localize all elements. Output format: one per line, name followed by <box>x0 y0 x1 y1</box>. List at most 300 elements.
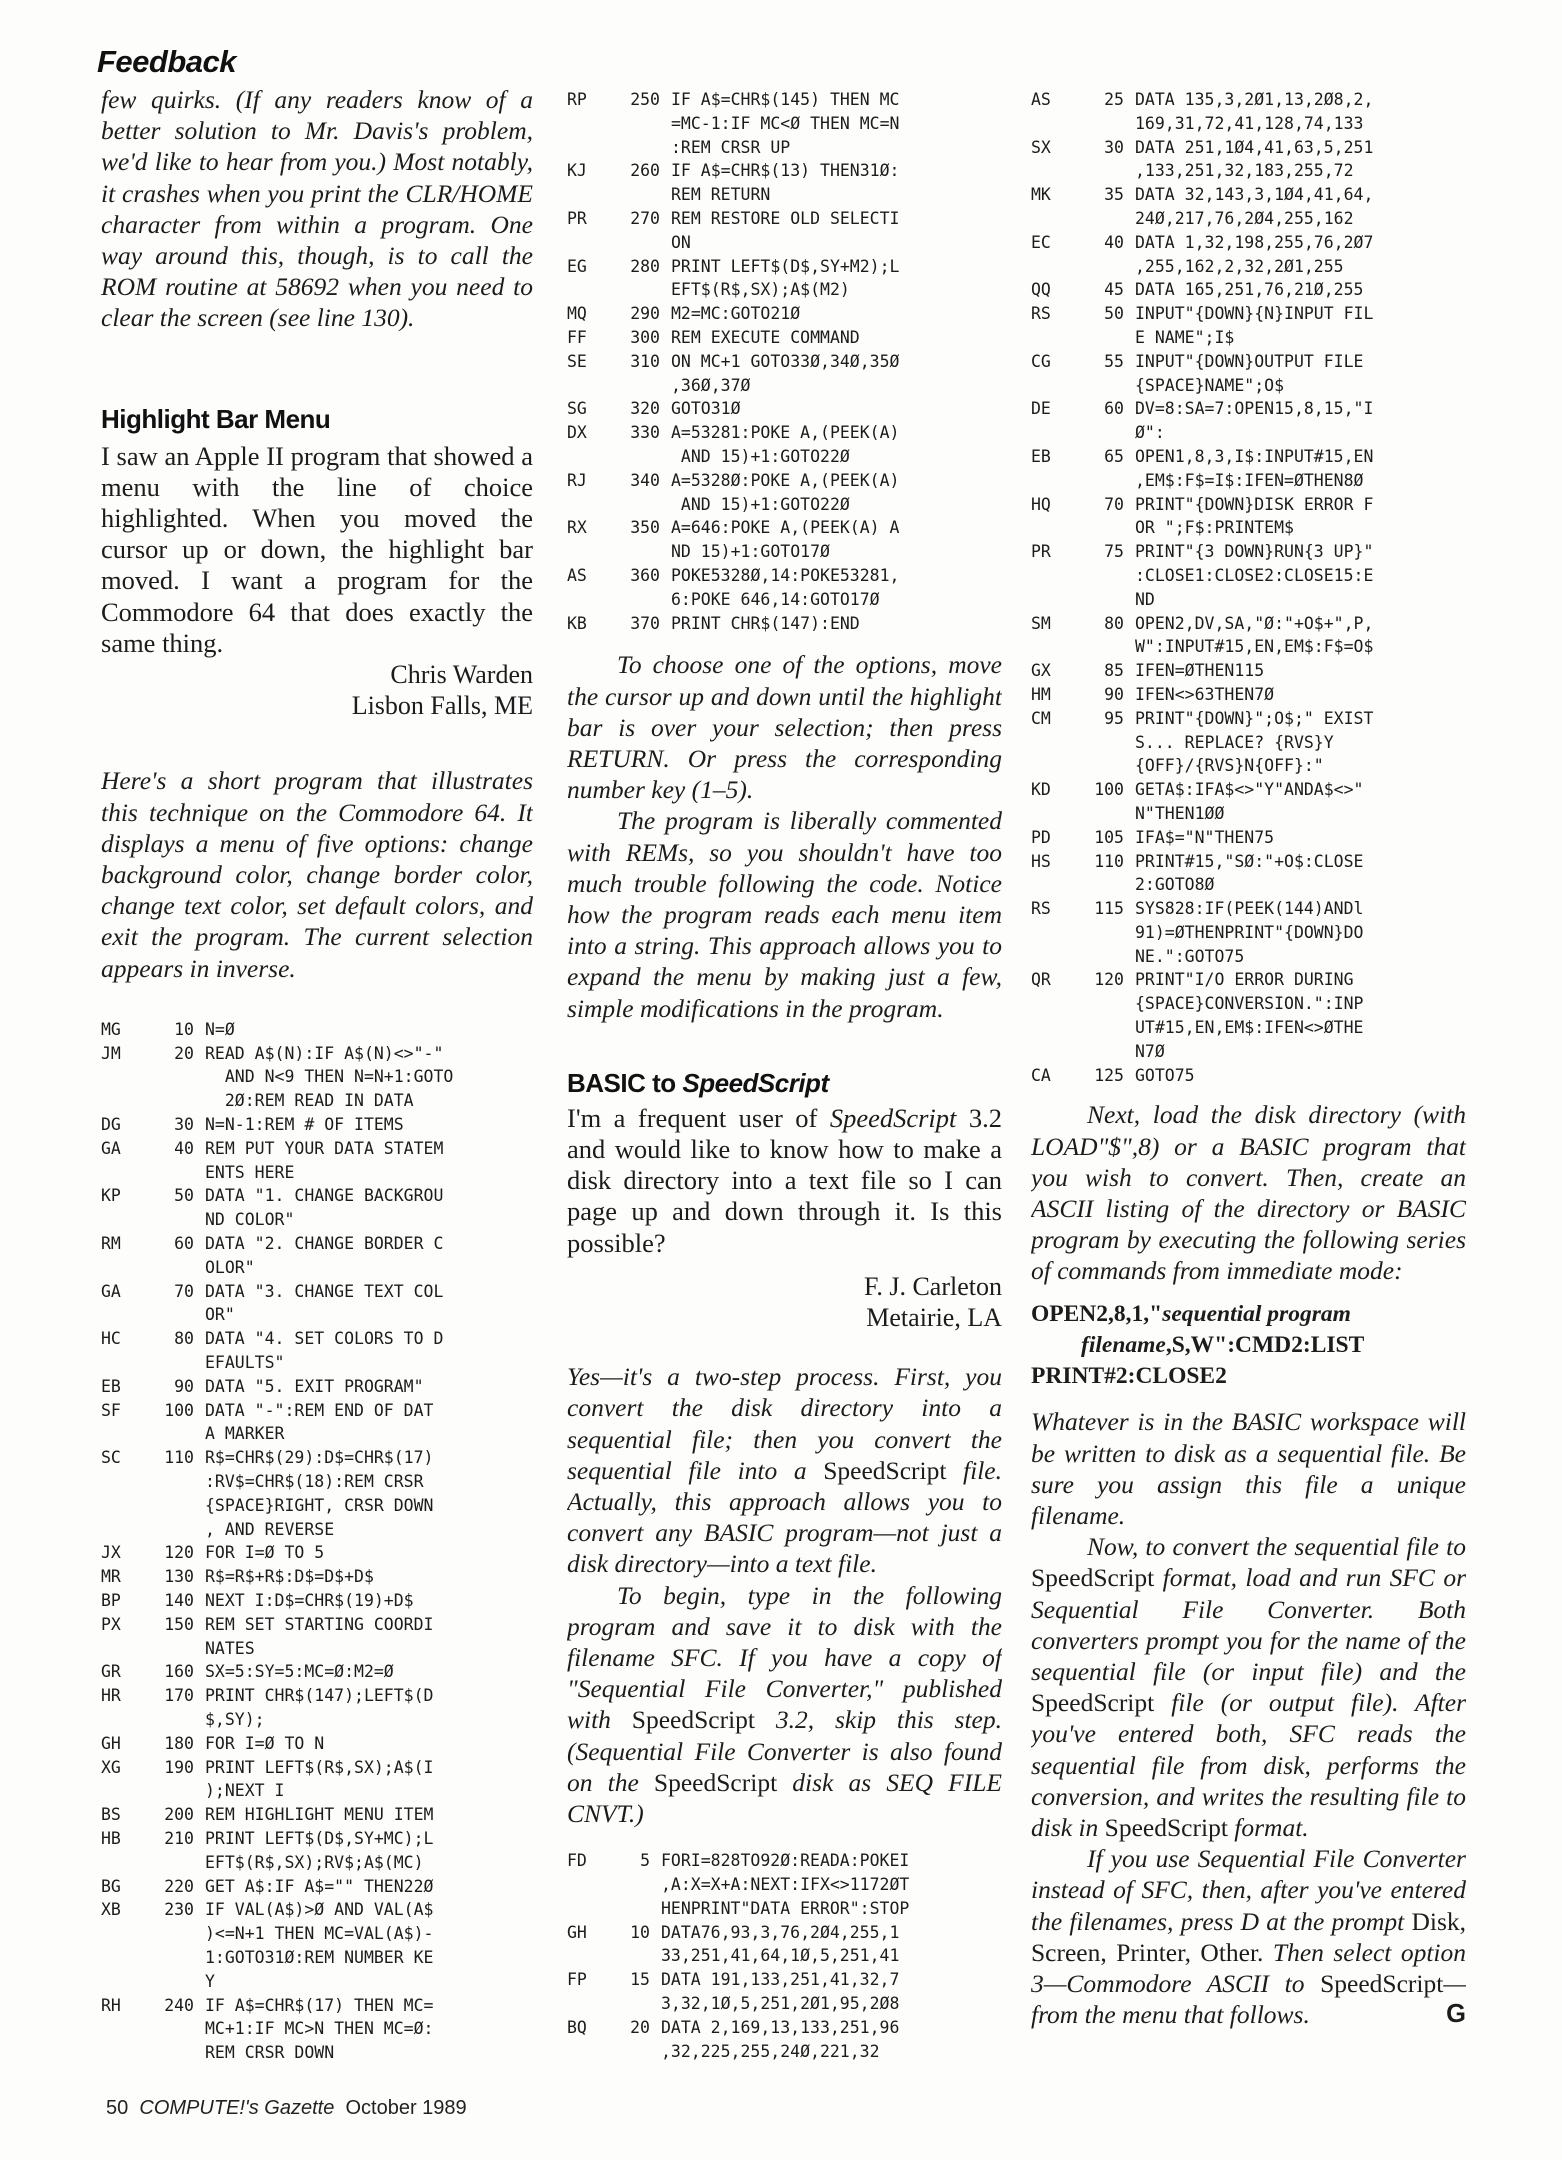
code-line <box>101 1280 533 1304</box>
line-number: 240 <box>164 1995 194 2015</box>
code-line <box>101 1518 533 1542</box>
code-line <box>1031 493 1466 517</box>
code-text: REM PUT YOUR DATA STATEM <box>205 1138 444 1158</box>
code-text: PRINT LEFT$(D$,SY+M2);L <box>671 256 900 276</box>
code-line <box>1031 612 1466 636</box>
checksum: DE <box>1031 399 1051 419</box>
checksum: GH <box>101 1733 121 1753</box>
code-text: FOR I=Ø TO N <box>205 1733 325 1753</box>
line-number: 140 <box>164 1591 194 1610</box>
answer-text: Yes—it's a two-step process. First, you convert the disk directory into a sequential file; then you convert the sequential file into a <box>567 1362 1002 1485</box>
code-text: OR ";F$:PRINTEM$ <box>1135 518 1294 538</box>
checksum: HR <box>101 1686 121 1706</box>
line-number <box>158 1779 205 1803</box>
checksum <box>567 1944 624 1968</box>
code-listing-sfc-continued <box>1031 88 1466 1087</box>
code-line <box>1031 397 1466 421</box>
checksum: MR <box>101 1567 121 1587</box>
checksum <box>1031 802 1088 826</box>
code-text: IF A$=CHR$(13) THEN31Ø: <box>671 161 900 181</box>
code-line <box>567 136 1002 160</box>
code-text: {SPACE}NAME";O$ <box>1135 375 1285 395</box>
line-number <box>1088 921 1135 945</box>
code-text: AND 15)+1:GOTO22Ø <box>671 494 850 514</box>
code-text: 2:GOTO8Ø <box>1135 875 1215 895</box>
code-line <box>101 1827 533 1851</box>
line-number <box>1088 374 1135 398</box>
code-line <box>1031 326 1466 350</box>
code-text: DATA "4. SET COLORS TO D <box>205 1329 444 1349</box>
checksum: KP <box>101 1186 121 1206</box>
code-line <box>567 278 1002 302</box>
code-text: DATA 32,143,3,1Ø4,41,64, <box>1135 185 1374 205</box>
line-number <box>158 1946 205 1970</box>
checksum: GX <box>1031 661 1051 681</box>
line-number <box>158 1970 205 1994</box>
checksum: KD <box>1031 780 1051 800</box>
command-text: ,S,W":CMD2:LIST <box>1165 1331 1365 1358</box>
line-number: 300 <box>630 327 660 347</box>
checksum: BS <box>101 1805 121 1825</box>
checksum: XG <box>101 1757 121 1777</box>
code-text: A MARKER <box>205 1424 285 1444</box>
code-text: 3,32,1Ø,5,251,2Ø1,95,2Ø8 <box>661 1994 900 2014</box>
code-line <box>101 1541 533 1565</box>
line-number <box>158 2041 205 2065</box>
para-speedscript: SpeedScript <box>1320 1968 1444 1998</box>
code-text: R$=R$+R$:D$=D$+D$ <box>205 1567 374 1587</box>
checksum <box>101 1922 158 1946</box>
code-text: NE.":GOTO75 <box>1135 946 1245 966</box>
line-number: 45 <box>1104 280 1124 300</box>
line-number <box>624 493 671 517</box>
code-line <box>101 1637 533 1661</box>
line-number <box>158 1208 205 1232</box>
line-number <box>1088 1016 1135 1040</box>
code-listing-sfc <box>567 1849 1002 2063</box>
code-line <box>1031 278 1466 302</box>
checksum <box>101 1970 158 1994</box>
letter-text: I'm a frequent user of <box>567 1102 830 1133</box>
line-number: 230 <box>164 1900 194 1920</box>
checksum: RS <box>1031 899 1051 919</box>
checksum <box>101 1351 158 1375</box>
line-number <box>1088 564 1135 588</box>
section-title: Feedback <box>97 44 237 79</box>
heading-part: BASIC to <box>567 1067 683 1098</box>
code-text: PRINT#15,"SØ:"+O$:CLOSE <box>1135 851 1364 871</box>
code-line <box>101 2041 533 2065</box>
code-line <box>567 255 1002 279</box>
code-text: MC+1:IF MC>N THEN MC=Ø: <box>205 2019 434 2039</box>
code-text: 6:POKE 646,14:GOTO17Ø <box>671 589 880 609</box>
issue-date: October 1989 <box>345 2097 467 2119</box>
checksum: JM <box>101 1043 121 1063</box>
code-line <box>1031 707 1466 731</box>
code-line <box>101 1161 533 1185</box>
code-text: ,EM$:F$=I$:IFEN=ØTHEN8Ø <box>1135 470 1364 490</box>
checksum <box>101 1161 158 1185</box>
code-line <box>101 1708 533 1732</box>
line-number: 290 <box>630 304 660 324</box>
para-text: format. <box>1227 1812 1309 1842</box>
line-number <box>1088 945 1135 969</box>
code-line <box>1031 112 1466 136</box>
checksum <box>1031 754 1088 778</box>
code-line <box>567 516 1002 540</box>
line-number <box>624 2040 661 2064</box>
line-number: 90 <box>174 1376 194 1396</box>
line-number: 50 <box>174 1186 194 1206</box>
code-line <box>1031 873 1466 897</box>
code-text: DATA "2. CHANGE BORDER C <box>205 1234 444 1254</box>
line-number <box>624 231 671 255</box>
code-line <box>101 1375 533 1399</box>
code-text: DATA76,93,3,76,2Ø4,255,1 <box>661 1922 900 1942</box>
code-text: Y <box>205 1971 215 1991</box>
code-line <box>101 1922 533 1946</box>
line-number: 250 <box>630 90 660 109</box>
command-line-1 <box>1031 1299 1466 1330</box>
code-line <box>567 2040 1002 2064</box>
code-text: 24Ø,217,76,2Ø4,255,162 <box>1135 208 1354 228</box>
checksum <box>101 1303 158 1327</box>
line-number: 120 <box>164 1543 194 1563</box>
speedscript-letter <box>567 1103 1002 1259</box>
code-line <box>101 1327 533 1351</box>
code-text: DATA 251,1Ø4,41,63,5,251 <box>1135 137 1374 157</box>
code-line <box>101 1660 533 1684</box>
code-text: IF A$=CHR$(17) THEN MC= <box>205 1995 434 2015</box>
code-text: OLOR" <box>205 1257 255 1277</box>
line-number <box>624 1897 661 1921</box>
code-line <box>101 1898 533 1922</box>
line-number <box>1088 112 1135 136</box>
code-text: ON <box>671 232 691 252</box>
code-line <box>1031 350 1466 374</box>
checksum <box>101 1851 158 1875</box>
checksum <box>1031 921 1088 945</box>
checksum <box>567 183 624 207</box>
code-line <box>101 1756 533 1780</box>
checksum: BQ <box>567 2017 587 2037</box>
code-line <box>567 88 1002 112</box>
line-number: 125 <box>1094 1065 1124 1085</box>
menu-explanation: To choose one of the options, move the cursor up and down until the highlight bar is over your selection; then press RETURN. Or press the corresponding number key (1–5). <box>567 650 1002 805</box>
checksum: SG <box>567 399 587 419</box>
code-line <box>101 1113 533 1137</box>
line-number: 50 <box>1104 304 1124 324</box>
checksum <box>101 1422 158 1446</box>
code-line <box>567 564 1002 588</box>
code-text: N"THEN1ØØ <box>1135 803 1225 823</box>
code-text: ,32,225,255,24Ø,221,32 <box>661 2041 880 2061</box>
checksum: HC <box>101 1329 121 1349</box>
code-line <box>101 1018 533 1042</box>
code-text: PRINT LEFT$(D$,SY+MC);L <box>205 1828 434 1848</box>
line-number: 200 <box>164 1805 194 1825</box>
code-line <box>1031 374 1466 398</box>
code-text: ,133,251,32,183,255,72 <box>1135 161 1354 181</box>
code-line <box>567 159 1002 183</box>
checksum <box>567 588 624 612</box>
checksum: HM <box>1031 684 1051 704</box>
code-text: INPUT"{DOWN}{N}INPUT FIL <box>1135 304 1374 324</box>
line-number: 280 <box>630 256 660 276</box>
code-text: N=Ø <box>205 1019 235 1039</box>
convert-paragraph <box>1031 1531 1466 1843</box>
code-line <box>567 612 1002 636</box>
line-number <box>1088 754 1135 778</box>
code-text: 91)=ØTHENPRINT"{DOWN}DO <box>1135 922 1364 942</box>
signature-place: Metairie, LA <box>866 1302 1002 1332</box>
line-number <box>624 1992 661 2016</box>
code-line <box>1031 659 1466 683</box>
line-number <box>624 540 671 564</box>
line-number: 95 <box>1104 708 1124 728</box>
code-text: ,36Ø,37Ø <box>671 375 751 395</box>
checksum <box>1031 207 1088 231</box>
checksum <box>101 1089 158 1113</box>
line-number <box>158 1518 205 1542</box>
code-text: PRINT CHR$(147):END <box>671 613 860 633</box>
line-number: 80 <box>174 1329 194 1349</box>
para-text: format, load and run SFC or Sequential File Converter. Both converters prompt you for the name of the sequential file (or input file) and the <box>1031 1563 1466 1686</box>
code-text: REM RETURN <box>671 185 771 205</box>
code-line <box>567 231 1002 255</box>
code-text: S... REPLACE? {RVS}Y <box>1135 732 1334 752</box>
checksum <box>101 1518 158 1542</box>
code-text: A=5328Ø:POKE A,(PEEK(A) <box>671 470 900 490</box>
line-number: 90 <box>1104 684 1124 704</box>
line-number: 100 <box>164 1400 194 1420</box>
code-text: REM SET STARTING COORDI <box>205 1614 434 1634</box>
line-number: 370 <box>630 613 660 633</box>
checksum <box>1031 469 1088 493</box>
line-number <box>158 1422 205 1446</box>
checksum <box>1031 992 1088 1016</box>
checksum: SX <box>1031 137 1051 157</box>
code-text: ,A:X=X+A:NEXT:IFX<>1172ØT <box>661 1875 910 1895</box>
code-line <box>101 1803 533 1827</box>
line-number: 210 <box>164 1828 194 1848</box>
code-line <box>101 1470 533 1494</box>
code-text: IFEN=ØTHEN115 <box>1135 661 1265 681</box>
checksum: SM <box>1031 613 1051 633</box>
code-line <box>567 445 1002 469</box>
code-listing-menu-continued <box>567 88 1002 635</box>
code-line <box>101 1065 533 1089</box>
line-number: 70 <box>1104 494 1124 514</box>
code-text: M2=MC:GOTO21Ø <box>671 304 801 324</box>
para-text: Now, to convert the sequential file to <box>1087 1532 1466 1562</box>
line-number: 80 <box>1104 613 1124 633</box>
line-number: 10 <box>630 1922 650 1942</box>
checksum: EB <box>101 1376 121 1396</box>
code-text: SYS828:IF(PEEK(144)ANDl <box>1135 899 1364 919</box>
checksum: KB <box>567 613 587 633</box>
checksum: HB <box>101 1828 121 1848</box>
line-number: 220 <box>164 1876 194 1896</box>
line-number <box>158 1851 205 1875</box>
code-text: :REM CRSR UP <box>671 137 791 157</box>
para-text: If you use Sequential File Converter instead of SFC, then, after you've entered the filenames, press D at the prompt <box>1031 1844 1466 1936</box>
code-text: ENTS HERE <box>205 1162 295 1182</box>
code-text: EFT$(R$,SX);A$(M2) <box>671 280 850 300</box>
line-number <box>158 1256 205 1280</box>
checksum: QR <box>1031 970 1051 990</box>
checksum: GA <box>101 1138 121 1158</box>
code-line <box>567 1968 1002 1992</box>
checksum <box>567 1897 624 1921</box>
line-number: 65 <box>1104 446 1124 466</box>
checksum <box>567 112 624 136</box>
checksum <box>567 374 624 398</box>
code-line <box>101 1494 533 1518</box>
highlight-bar-menu-heading: Highlight Bar Menu <box>101 403 331 434</box>
code-text: DATA 1,32,198,255,76,2Ø7 <box>1135 232 1374 252</box>
code-line <box>567 588 1002 612</box>
answer-text: disk as SEQ FILE CNVT.) <box>567 1767 1002 1829</box>
line-number <box>1088 802 1135 826</box>
code-line <box>1031 992 1466 1016</box>
checksum: RP <box>567 90 587 109</box>
checksum <box>1031 635 1088 659</box>
checksum: KJ <box>567 161 587 181</box>
line-number <box>624 445 671 469</box>
checksum: SF <box>101 1400 121 1420</box>
menu-notes: The program is liberally commented with REMs, so you shouldn't have too much trouble following the code. Notice how the program reads each menu item into a string. This approach allows you to expand the menu by making just a few, simple modifications in the program. <box>567 806 1002 1023</box>
answer-text: 3.2, skip this step. (Sequential File Converter is also found on the <box>567 1705 1002 1797</box>
code-line <box>101 1565 533 1589</box>
code-line <box>567 1873 1002 1897</box>
answer-text: To begin, type in the following program and save it to disk with the filename SFC. If you have a copy of "Sequential File Converter," published with <box>567 1580 1002 1735</box>
checksum: MG <box>101 1019 121 1039</box>
line-number: 105 <box>1094 827 1124 847</box>
code-text: DATA 191,133,251,41,32,7 <box>661 1970 900 1990</box>
line-number <box>1088 516 1135 540</box>
line-number: 75 <box>1104 542 1124 562</box>
code-text: OPEN2,DV,SA,"Ø:"+O$+",P, <box>1135 613 1374 633</box>
checksum <box>101 1208 158 1232</box>
code-line <box>1031 183 1466 207</box>
code-text: PRINT CHR$(147);LEFT$(D <box>205 1686 434 1706</box>
code-text: UT#15,EN,EM$:IFEN<>ØTHE <box>1135 1018 1364 1038</box>
code-line <box>1031 968 1466 992</box>
code-text: ,255,162,2,32,2Ø1,255 <box>1135 256 1344 276</box>
checksum <box>567 493 624 517</box>
line-number: 110 <box>1094 851 1124 871</box>
code-line <box>1031 255 1466 279</box>
para-speedscript: SpeedScript <box>1031 1563 1155 1593</box>
code-line <box>1031 421 1466 445</box>
checksum <box>1031 112 1088 136</box>
checksum: FP <box>567 1970 587 1990</box>
line-number: 60 <box>1104 399 1124 419</box>
line-number: 190 <box>164 1757 194 1777</box>
code-line <box>1031 1040 1466 1064</box>
answer-speedscript: SpeedScript <box>653 1767 778 1797</box>
code-line <box>101 1875 533 1899</box>
code-line <box>1031 207 1466 231</box>
answer-text: file. Actually, this approach allows you to convert any BASIC program—not just a disk directory—into a text file. <box>567 1455 1002 1579</box>
checksum: MQ <box>567 304 587 324</box>
checksum <box>1031 374 1088 398</box>
directory-instructions: Next, load the disk directory (with LOAD"$",8) or a BASIC program that you wish to convert. Then, create an ASCII listing of the directory or BASIC program by executing the following series of commands from immediate mode: <box>1031 1100 1466 1286</box>
column-2 <box>567 88 1002 2078</box>
checksum <box>1031 564 1088 588</box>
line-number <box>1088 421 1135 445</box>
code-line <box>567 397 1002 421</box>
signature-place: Lisbon Falls, ME <box>351 691 533 721</box>
code-text: {OFF}/{RVS}N{OFF}:" <box>1135 756 1324 776</box>
line-number: 115 <box>1094 899 1124 919</box>
code-text: DATA 135,3,2Ø1,13,2Ø8,2, <box>1135 90 1374 109</box>
code-line <box>1031 159 1466 183</box>
line-number <box>158 1089 205 1113</box>
line-number <box>158 2017 205 2041</box>
line-number: 110 <box>164 1448 194 1468</box>
checksum <box>567 1992 624 2016</box>
code-line <box>101 1970 533 1994</box>
code-line <box>567 1897 1002 1921</box>
checksum: JX <box>101 1543 121 1563</box>
checksum <box>567 2040 624 2064</box>
code-line <box>1031 469 1466 493</box>
code-line <box>101 1422 533 1446</box>
checksum: BG <box>101 1876 121 1896</box>
line-number: 180 <box>164 1733 194 1753</box>
code-line <box>1031 731 1466 755</box>
code-text: EFAULTS" <box>205 1353 285 1373</box>
line-number: 150 <box>164 1614 194 1634</box>
code-line <box>567 183 1002 207</box>
heading-part-italic: SpeedScript <box>682 1067 829 1098</box>
code-line <box>1031 1064 1466 1088</box>
code-line <box>101 1613 533 1637</box>
code-text: PRINT"{DOWN}";O$;" EXIST <box>1135 708 1374 728</box>
code-text: IFA$="N"THEN75 <box>1135 827 1275 847</box>
code-line <box>101 1351 533 1375</box>
checksum <box>1031 255 1088 279</box>
code-line <box>1031 778 1466 802</box>
code-line <box>101 1184 533 1208</box>
code-text: ON MC+1 GOTO33Ø,34Ø,35Ø <box>671 351 900 371</box>
code-line <box>1031 897 1466 921</box>
code-line <box>101 1232 533 1256</box>
para-speedscript: SpeedScript <box>1031 1688 1155 1718</box>
line-number: 330 <box>630 423 660 443</box>
code-listing-menu <box>101 1018 533 2065</box>
line-number <box>158 1494 205 1518</box>
line-number <box>1088 588 1135 612</box>
code-text: 2Ø:REM READ IN DATA <box>205 1091 414 1111</box>
checksum <box>567 136 624 160</box>
code-text: A=53281:POKE A,(PEEK(A) <box>671 423 900 443</box>
code-text: NEXT I:D$=CHR$(19)+D$ <box>205 1591 414 1610</box>
code-line <box>101 1446 533 1470</box>
letter-speedscript: SpeedScript <box>829 1102 957 1133</box>
checksum: AS <box>1031 90 1051 109</box>
code-line <box>1031 945 1466 969</box>
checksum <box>567 278 624 302</box>
code-text: {SPACE}CONVERSION.":INP <box>1135 994 1364 1014</box>
checksum <box>567 540 624 564</box>
checksum <box>101 1470 158 1494</box>
checksum: RH <box>101 1995 121 2015</box>
code-text: A=646:POKE A,(PEEK(A) A <box>671 518 900 538</box>
code-line <box>567 540 1002 564</box>
